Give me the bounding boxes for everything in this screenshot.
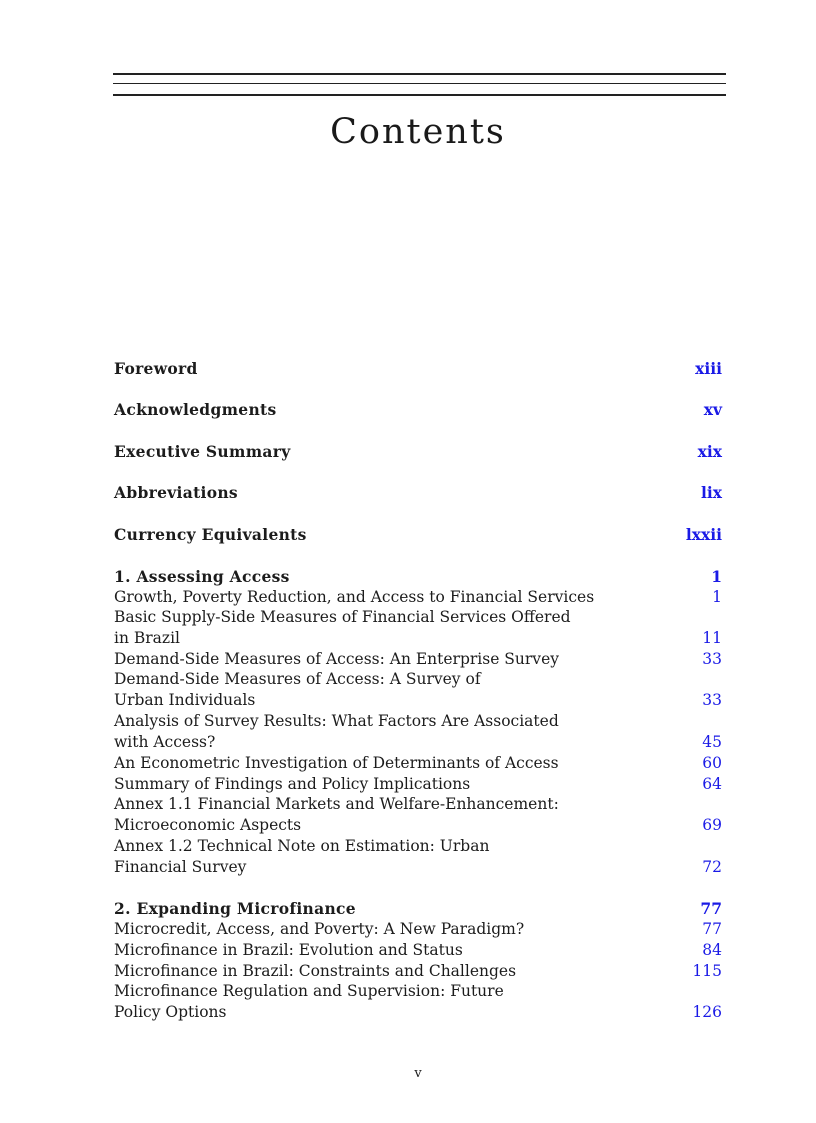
section-title: Microfinance Regulation and Supervision: Future <box>114 982 504 1000</box>
toc-section-continued[interactable] <box>114 815 722 836</box>
section-page-link[interactable]: 72 <box>702 858 722 876</box>
toc-section-continued[interactable] <box>114 628 722 649</box>
section-title: Microfinance in Brazil: Evolution and Status <box>114 941 463 959</box>
section-title-continued: Urban Individuals <box>114 691 256 709</box>
top-rule-3 <box>113 94 726 96</box>
section-title: Demand-Side Measures of Access: An Enterprise Survey <box>114 650 559 668</box>
entry-page-link[interactable]: xix <box>697 442 722 461</box>
entry-label: Currency Equivalents <box>114 525 307 544</box>
toc-section-continued[interactable] <box>114 857 722 878</box>
section-page-link[interactable]: 1 <box>712 588 722 606</box>
top-rule-2 <box>113 83 726 84</box>
section-title-continued: Microeconomic Aspects <box>114 816 302 834</box>
toc-section[interactable] <box>114 649 722 670</box>
entry-page-link[interactable]: lix <box>700 483 722 502</box>
chapter-page-link[interactable]: 77 <box>700 899 722 918</box>
toc-section[interactable] <box>114 940 722 961</box>
entry-page-link[interactable]: lxxii <box>685 525 722 544</box>
section-title: Microfinance in Brazil: Constraints and Challenges <box>114 962 517 980</box>
section-title: Demand-Side Measures of Access: A Survey of <box>114 670 481 688</box>
chapter-page-link[interactable]: 1 <box>711 567 722 586</box>
toc-section <box>114 607 722 628</box>
page-title: Contents <box>330 112 506 152</box>
toc-section[interactable] <box>114 774 722 795</box>
section-title-continued: Policy Options <box>114 1003 227 1021</box>
section-page-link[interactable]: 33 <box>702 691 722 709</box>
toc-section <box>114 981 722 1002</box>
toc-section-continued[interactable] <box>114 690 722 711</box>
section-title: Annex 1.1 Financial Markets and Welfare-Enhancement: <box>114 795 559 813</box>
toc-section[interactable] <box>114 961 722 982</box>
toc-section[interactable] <box>114 919 722 940</box>
section-title: An Econometric Investigation of Determinants of Access <box>114 754 559 772</box>
toc-chapter-1[interactable] <box>114 566 722 587</box>
toc-section <box>114 794 722 815</box>
toc-section[interactable] <box>114 753 722 774</box>
section-page-link[interactable]: 33 <box>702 650 722 668</box>
toc-section <box>114 836 722 857</box>
section-page-link[interactable]: 60 <box>702 754 722 772</box>
entry-label: Acknowledgments <box>114 400 277 419</box>
section-title-continued: in Brazil <box>114 629 180 647</box>
section-page-link[interactable]: 126 <box>692 1003 722 1021</box>
section-title-continued: with Access? <box>114 733 216 751</box>
toc-entry-executive-summary[interactable] <box>114 441 722 462</box>
section-page-link[interactable]: 77 <box>702 920 722 938</box>
entry-label: Executive Summary <box>114 442 291 461</box>
entry-label: Abbreviations <box>114 483 238 502</box>
section-title: Annex 1.2 Technical Note on Estimation: Urban <box>114 837 490 855</box>
top-rule-1 <box>113 73 726 75</box>
entry-page-link[interactable]: xv <box>703 400 722 419</box>
entry-page-link[interactable]: xiii <box>695 359 722 378</box>
section-page-link[interactable]: 84 <box>702 941 722 959</box>
section-title: Summary of Findings and Policy Implications <box>114 775 471 793</box>
page-number: v <box>414 1066 422 1081</box>
toc-chapter-2[interactable] <box>114 898 722 919</box>
toc-section-continued[interactable] <box>114 732 722 753</box>
toc-entry-currency-equivalents[interactable] <box>114 524 722 545</box>
entry-label: Foreword <box>114 359 198 378</box>
section-title: Growth, Poverty Reduction, and Access to Financial Services <box>114 588 595 606</box>
toc-section <box>114 669 722 690</box>
toc-entry-acknowledgments[interactable] <box>114 399 722 420</box>
section-page-link[interactable]: 45 <box>702 733 722 751</box>
section-title: Basic Supply-Side Measures of Financial Services Offered <box>114 608 571 626</box>
toc-section[interactable] <box>114 587 722 608</box>
section-page-link[interactable]: 115 <box>692 962 722 980</box>
section-page-link[interactable]: 64 <box>702 775 722 793</box>
section-title-continued: Financial Survey <box>114 858 247 876</box>
chapter-title: 2. Expanding Microfinance <box>114 899 356 918</box>
toc-section-continued[interactable] <box>114 1002 722 1023</box>
toc-section <box>114 711 722 732</box>
section-title: Microcredit, Access, and Poverty: A New Paradigm? <box>114 920 525 938</box>
chapter-title: 1. Assessing Access <box>114 567 290 586</box>
toc-entry-abbreviations[interactable] <box>114 482 722 503</box>
toc-entry-foreword[interactable] <box>114 358 722 379</box>
section-title: Analysis of Survey Results: What Factors Are Associated <box>114 712 559 730</box>
section-page-link[interactable]: 69 <box>702 816 722 834</box>
section-page-link[interactable]: 11 <box>702 629 722 647</box>
